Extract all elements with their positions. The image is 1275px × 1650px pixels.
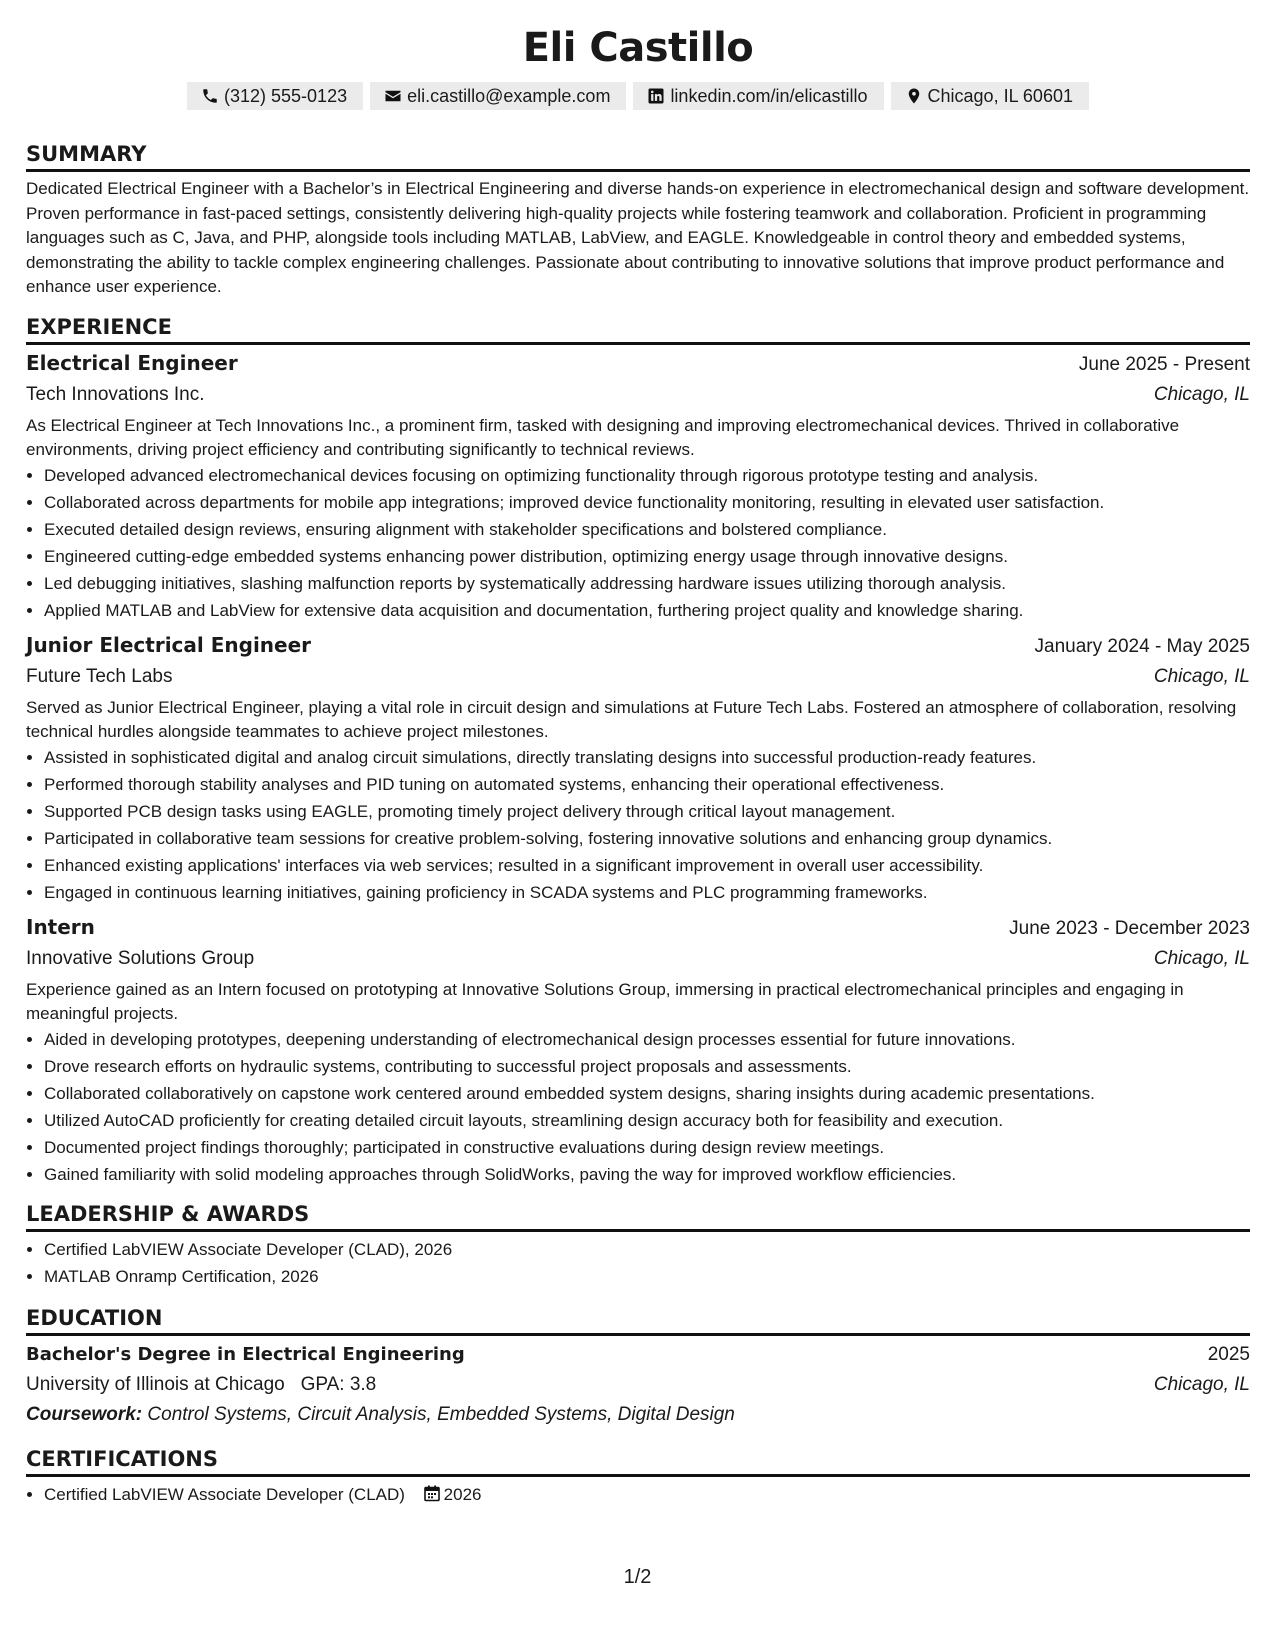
list-item: • Utilized AutoCAD proficiently for creating detailed circuit layouts, streamlining design accuracy both for feasibility and execution. bbox=[44, 1107, 1250, 1134]
list-item: • Developed advanced electromechanical devices focusing on optimizing functionality through rigorous prototype testing and analysis. bbox=[44, 462, 1250, 489]
section-title-experience: EXPERIENCE bbox=[26, 313, 1250, 345]
section-title-certifications: CERTIFICATIONS bbox=[26, 1445, 1250, 1477]
email-text: eli.castillo@example.com bbox=[407, 86, 611, 106]
section-title-summary: SUMMARY bbox=[26, 140, 1250, 172]
job-location: Chicago, IL bbox=[1153, 383, 1250, 405]
leadership-list bbox=[26, 1236, 1250, 1290]
calendar-icon bbox=[424, 1483, 440, 1510]
list-item bbox=[44, 1481, 1250, 1510]
job-bullets bbox=[26, 462, 1250, 624]
coursework-list: Control Systems, Circuit Analysis, Embedded Systems, Digital Design bbox=[147, 1403, 735, 1425]
resume-page bbox=[26, 18, 1250, 1510]
list-item: • Performed thorough stability analyses and PID tuning on automated systems, enhancing their operational effectiveness. bbox=[44, 771, 1250, 798]
job-date: June 2023 - December 2023 bbox=[1009, 917, 1250, 939]
list-item: • Drove research efforts on hydraulic systems, contributing to successful project proposals and assessments. bbox=[44, 1053, 1250, 1080]
job-title: Electrical Engineer bbox=[26, 350, 238, 375]
job-description: Served as Junior Electrical Engineer, playing a vital role in circuit design and simulations at Future Tech Labs. Fostered an atmosphere of collaboration, resolving technical hurdles alongside teammates to achieve project milestones. bbox=[26, 697, 1237, 741]
coursework bbox=[26, 1400, 1250, 1430]
company-name: Innovative Solutions Group bbox=[26, 947, 255, 969]
contact-phone[interactable] bbox=[187, 82, 363, 110]
location-pin-icon bbox=[905, 87, 923, 105]
school-name: University of Illinois at Chicago bbox=[26, 1373, 285, 1395]
leadership-section bbox=[26, 1200, 1250, 1290]
job-entry bbox=[26, 348, 1250, 624]
list-item: • Collaborated across departments for mobile app integrations; improved device functionality monitoring, resulting in elevated user satisfaction. bbox=[44, 489, 1250, 516]
list-item: • Participated in collaborative team sessions for creative problem-solving, fostering innovative solutions and enhancing group dynamics. bbox=[44, 825, 1250, 852]
job-location: Chicago, IL bbox=[1153, 665, 1250, 687]
school-line bbox=[26, 1370, 376, 1400]
list-item: • Engaged in continuous learning initiatives, gaining proficiency in SCADA systems and PLC programming frameworks. bbox=[44, 879, 1250, 906]
phone-icon bbox=[201, 87, 219, 105]
linkedin-icon bbox=[647, 87, 665, 105]
job-description: Experience gained as an Intern focused on prototyping at Innovative Solutions Group, immersing in practical electromechanical principles and engaging in meaningful projects. bbox=[26, 979, 1184, 1023]
list-item: • Aided in developing prototypes, deepening understanding of electromechanical design processes essential for future innovations. bbox=[44, 1026, 1250, 1053]
candidate-name: Eli Castillo bbox=[522, 25, 754, 71]
job-date: January 2024 - May 2025 bbox=[1034, 635, 1250, 657]
company-name: Future Tech Labs bbox=[26, 665, 173, 687]
company-name: Tech Innovations Inc. bbox=[26, 383, 205, 405]
job-description: As Electrical Engineer at Tech Innovations Inc., a prominent firm, tasked with designing and improving electromechanical devices. Thrived in collaborative environments, driving project efficiency and contributing significantly to technical reviews. bbox=[26, 415, 1180, 459]
job-entry bbox=[26, 630, 1250, 906]
job-title: Intern bbox=[26, 914, 95, 939]
phone-text: (312) 555-0123 bbox=[224, 86, 348, 106]
experience-section bbox=[26, 313, 1250, 1188]
contact-bar bbox=[26, 82, 1250, 110]
list-item: • Documented project findings thoroughly; participated in constructive evaluations during design review meetings. bbox=[44, 1134, 1250, 1161]
job-date: June 2025 - Present bbox=[1078, 353, 1250, 375]
linkedin-text: linkedin.com/in/elicastillo bbox=[670, 86, 868, 106]
contact-linkedin[interactable] bbox=[633, 82, 883, 110]
section-title-leadership: LEADERSHIP & AWARDS bbox=[26, 1200, 1250, 1232]
coursework-label: Coursework: bbox=[26, 1403, 143, 1425]
graduation-year: 2025 bbox=[1207, 1343, 1250, 1365]
degree-name: Bachelor's Degree in Electrical Engineering bbox=[26, 1343, 465, 1365]
list-item: • Led debugging initiatives, slashing malfunction reports by systematically addressing hardware issues utilizing thorough analysis. bbox=[44, 570, 1250, 597]
list-item: • Supported PCB design tasks using EAGLE, promoting timely project delivery through critical layout management. bbox=[44, 798, 1250, 825]
section-title-education: EDUCATION bbox=[26, 1304, 1250, 1336]
list-item: • Certified LabVIEW Associate Developer (CLAD), 2026 bbox=[44, 1236, 1250, 1263]
contact-location bbox=[891, 82, 1089, 110]
location-text: Chicago, IL 60601 bbox=[927, 86, 1073, 106]
gpa: GPA: 3.8 bbox=[300, 1373, 377, 1395]
certifications-section bbox=[26, 1445, 1250, 1510]
list-item: • Engineered cutting-edge embedded systems enhancing power distribution, optimizing energy usage through innovative designs. bbox=[44, 543, 1250, 570]
list-item: • Enhanced existing applications' interfaces via web services; resulted in a significant improvement in overall user accessibility. bbox=[44, 852, 1250, 879]
school-location: Chicago, IL bbox=[1153, 1373, 1250, 1395]
page-number: 1/2 bbox=[623, 1566, 652, 1588]
certification-name: Certified LabVIEW Associate Developer (CLAD) bbox=[44, 1484, 405, 1504]
contact-email[interactable] bbox=[370, 82, 626, 110]
job-bullets bbox=[26, 1026, 1250, 1188]
job-title: Junior Electrical Engineer bbox=[26, 632, 312, 657]
list-item: • Executed detailed design reviews, ensuring alignment with stakeholder specifications and bolstered compliance. bbox=[44, 516, 1250, 543]
mail-icon bbox=[384, 87, 402, 105]
summary-section bbox=[26, 140, 1250, 300]
job-location: Chicago, IL bbox=[1153, 947, 1250, 969]
education-section bbox=[26, 1304, 1250, 1430]
certification-year: 2026 bbox=[443, 1484, 482, 1504]
job-bullets bbox=[26, 744, 1250, 906]
list-item: • MATLAB Onramp Certification, 2026 bbox=[44, 1263, 1250, 1290]
summary-text: Dedicated Electrical Engineer with a Bachelor’s in Electrical Engineering and diverse hands-on experience in electromechanical design and software development. Proven performance in fast-paced settings, consistently delivering high-quality projects while fostering teamwork and collaboration. Proficient in programming languages such as C, Java, and PHP, alongside tools including MATLAB, LabView, and EAGLE. Knowledgeable in control theory and embedded systems, demonstrating the ability to tackle complex engineering challenges. Passionate about contributing to innovative solutions that improve product performance and enhance user experience. bbox=[26, 179, 1250, 296]
list-item: • Assisted in sophisticated digital and analog circuit simulations, directly translating designs into successful production-ready features. bbox=[44, 744, 1250, 771]
list-item: • Gained familiarity with solid modeling approaches through SolidWorks, paving the way for improved workflow efficiencies. bbox=[44, 1161, 1250, 1188]
list-item: • Collaborated collaboratively on capstone work centered around embedded system designs, sharing insights during academic presentations. bbox=[44, 1080, 1250, 1107]
job-entry bbox=[26, 912, 1250, 1188]
list-item: • Applied MATLAB and LabView for extensive data acquisition and documentation, furthering project quality and knowledge sharing. bbox=[44, 597, 1250, 624]
certifications-list bbox=[26, 1481, 1250, 1510]
